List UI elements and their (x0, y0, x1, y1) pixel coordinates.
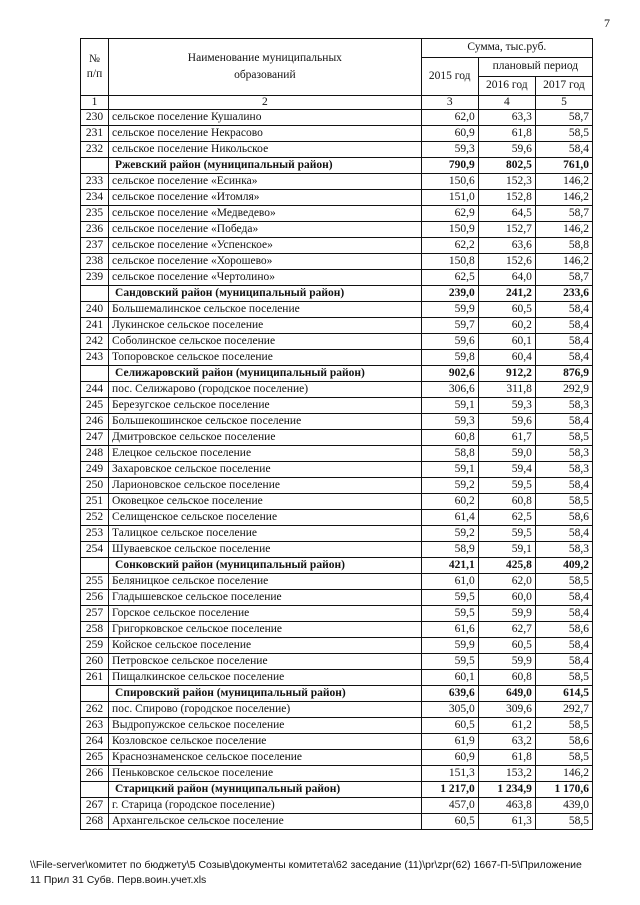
district-row (81, 558, 593, 574)
amount-2015: 59,2 (421, 526, 478, 542)
municipality-name: Большекошинское сельское поселение (109, 414, 422, 430)
row-number: 245 (81, 398, 109, 414)
amount-2015: 62,2 (421, 238, 478, 254)
table-row (81, 446, 593, 462)
table-row (81, 734, 593, 750)
amount-2016: 63,2 (478, 734, 535, 750)
amount-2016: 59,5 (478, 526, 535, 542)
header-sum: Сумма, тыс.руб. (421, 39, 592, 58)
municipality-name: Архангельское сельское поселение (109, 814, 422, 830)
column-index: 2 (109, 96, 422, 110)
amount-2015: 62,0 (421, 110, 478, 126)
amount-2017: 58,6 (535, 510, 592, 526)
table-row (81, 526, 593, 542)
table-row (81, 478, 593, 494)
table-row (81, 606, 593, 622)
amount-2016: 649,0 (478, 686, 535, 702)
amount-2015: 790,9 (421, 158, 478, 174)
column-index-row (81, 96, 593, 110)
amount-2015: 151,0 (421, 190, 478, 206)
amount-2017: 292,9 (535, 382, 592, 398)
amount-2015: 150,9 (421, 222, 478, 238)
municipality-name: Пеньковское сельское поселение (109, 766, 422, 782)
row-number: 256 (81, 590, 109, 606)
amount-2016: 61,8 (478, 750, 535, 766)
amount-2015: 60,5 (421, 718, 478, 734)
row-number: 230 (81, 110, 109, 126)
header-num: № п/п (81, 39, 109, 96)
amount-2016: 241,2 (478, 286, 535, 302)
amount-2017: 58,3 (535, 446, 592, 462)
row-number: 234 (81, 190, 109, 206)
amount-2015: 150,6 (421, 174, 478, 190)
amount-2015: 58,8 (421, 446, 478, 462)
table-row (81, 590, 593, 606)
table-row (81, 382, 593, 398)
amount-2016: 61,2 (478, 718, 535, 734)
amount-2016: 311,8 (478, 382, 535, 398)
amount-2015: 61,0 (421, 574, 478, 590)
table-row (81, 174, 593, 190)
amount-2015: 59,9 (421, 302, 478, 318)
row-number: 253 (81, 526, 109, 542)
amount-2015: 61,9 (421, 734, 478, 750)
table-row (81, 334, 593, 350)
row-number: 235 (81, 206, 109, 222)
amount-2017: 58,6 (535, 622, 592, 638)
amount-2017: 146,2 (535, 254, 592, 270)
amount-2015: 58,9 (421, 542, 478, 558)
table-row (81, 510, 593, 526)
amount-2016: 64,0 (478, 270, 535, 286)
amount-2016: 59,9 (478, 606, 535, 622)
amount-2015: 59,7 (421, 318, 478, 334)
amount-2017: 146,2 (535, 174, 592, 190)
row-number: 262 (81, 702, 109, 718)
municipality-name: сельское поселение «Победа» (109, 222, 422, 238)
amount-2015: 59,6 (421, 334, 478, 350)
municipality-name: сельское поселение «Медведево» (109, 206, 422, 222)
header-year-2015: 2015 год (421, 58, 478, 96)
row-number: 266 (81, 766, 109, 782)
table-row (81, 702, 593, 718)
row-number: 241 (81, 318, 109, 334)
amount-2015: 306,6 (421, 382, 478, 398)
municipality-name: Ларионовское сельское поселение (109, 478, 422, 494)
amount-2016: 59,1 (478, 542, 535, 558)
amount-2016: 59,5 (478, 478, 535, 494)
amount-2015: 61,6 (421, 622, 478, 638)
amount-2017: 58,3 (535, 542, 592, 558)
district-row (81, 782, 593, 798)
amount-2017: 58,5 (535, 718, 592, 734)
municipality-name: Горское сельское поселение (109, 606, 422, 622)
row-number: 242 (81, 334, 109, 350)
amount-2017: 58,4 (535, 606, 592, 622)
amount-2015: 61,4 (421, 510, 478, 526)
amount-2016: 60,4 (478, 350, 535, 366)
amount-2015: 60,5 (421, 814, 478, 830)
table-row (81, 462, 593, 478)
amount-2016: 60,8 (478, 494, 535, 510)
municipality-name: сельское поселение «Успенское» (109, 238, 422, 254)
municipality-name: сельское поселение «Итомля» (109, 190, 422, 206)
amount-2017: 146,2 (535, 766, 592, 782)
municipality-name: пос. Селижарово (городское поселение) (109, 382, 422, 398)
amount-2015: 62,9 (421, 206, 478, 222)
municipality-name: Григорковское сельское поселение (109, 622, 422, 638)
amount-2016: 802,5 (478, 158, 535, 174)
municipality-name: Пищалкинское сельское поселение (109, 670, 422, 686)
table-row (81, 222, 593, 238)
amount-2015: 59,5 (421, 654, 478, 670)
amount-2015: 639,6 (421, 686, 478, 702)
amount-2017: 58,7 (535, 270, 592, 286)
municipality-name: Селижаровский район (муниципальный район) (109, 366, 422, 382)
row-number: 254 (81, 542, 109, 558)
row-number: 252 (81, 510, 109, 526)
column-index: 5 (535, 96, 592, 110)
table-row (81, 254, 593, 270)
district-row (81, 366, 593, 382)
row-number: 249 (81, 462, 109, 478)
table-row (81, 622, 593, 638)
table-row (81, 318, 593, 334)
municipality-name: сельское поселение Некрасово (109, 126, 422, 142)
amount-2015: 59,2 (421, 478, 478, 494)
municipality-name: Выдропужское сельское поселение (109, 718, 422, 734)
amount-2017: 58,5 (535, 750, 592, 766)
amount-2015: 60,9 (421, 126, 478, 142)
municipality-name: сельское поселение Никольское (109, 142, 422, 158)
amount-2017: 58,6 (535, 734, 592, 750)
table-body (81, 110, 593, 830)
municipality-name: Елецкое сельское поселение (109, 446, 422, 462)
municipality-name: Старицкий район (муниципальный район) (109, 782, 422, 798)
row-number: 243 (81, 350, 109, 366)
header-year-2017: 2017 год (535, 77, 592, 96)
amount-2015: 59,1 (421, 462, 478, 478)
amount-2015: 59,5 (421, 606, 478, 622)
amount-2016: 60,5 (478, 638, 535, 654)
row-number: 247 (81, 430, 109, 446)
amount-2016: 59,3 (478, 398, 535, 414)
row-number: 259 (81, 638, 109, 654)
row-number: 250 (81, 478, 109, 494)
municipality-name: Петровское сельское поселение (109, 654, 422, 670)
amount-2016: 60,1 (478, 334, 535, 350)
row-number: 240 (81, 302, 109, 318)
amount-2016: 1 234,9 (478, 782, 535, 798)
amount-2015: 60,1 (421, 670, 478, 686)
amount-2016: 152,3 (478, 174, 535, 190)
amount-2016: 59,6 (478, 142, 535, 158)
amount-2017: 58,4 (535, 414, 592, 430)
row-number: 263 (81, 718, 109, 734)
amount-2017: 58,5 (535, 126, 592, 142)
municipality-name: Большемалинское сельское поселение (109, 302, 422, 318)
municipality-name: Козловское сельское поселение (109, 734, 422, 750)
amount-2016: 152,6 (478, 254, 535, 270)
amount-2015: 421,1 (421, 558, 478, 574)
amount-2015: 62,5 (421, 270, 478, 286)
municipality-name: Краснознаменское сельское поселение (109, 750, 422, 766)
row-number: 265 (81, 750, 109, 766)
row-number: 268 (81, 814, 109, 830)
row-number: 236 (81, 222, 109, 238)
municipality-name: Дмитровское сельское поселение (109, 430, 422, 446)
row-number (81, 782, 109, 798)
amount-2017: 761,0 (535, 158, 592, 174)
column-index: 1 (81, 96, 109, 110)
amount-2015: 150,8 (421, 254, 478, 270)
amount-2016: 59,0 (478, 446, 535, 462)
municipality-name: сельское поселение «Есинка» (109, 174, 422, 190)
municipality-name: Ржевский район (муниципальный район) (109, 158, 422, 174)
row-number: 232 (81, 142, 109, 158)
amount-2016: 425,8 (478, 558, 535, 574)
amount-2017: 58,3 (535, 462, 592, 478)
table-row (81, 574, 593, 590)
amount-2017: 58,4 (535, 590, 592, 606)
amount-2017: 58,4 (535, 478, 592, 494)
table-row (81, 494, 593, 510)
amount-2015: 457,0 (421, 798, 478, 814)
row-number: 244 (81, 382, 109, 398)
row-number (81, 158, 109, 174)
amount-2017: 58,4 (535, 638, 592, 654)
amount-2017: 58,4 (535, 302, 592, 318)
table-row (81, 414, 593, 430)
amount-2015: 902,6 (421, 366, 478, 382)
amount-2017: 292,7 (535, 702, 592, 718)
table-row (81, 350, 593, 366)
municipality-name: Талицкое сельское поселение (109, 526, 422, 542)
row-number: 237 (81, 238, 109, 254)
table-row (81, 126, 593, 142)
table-row (81, 670, 593, 686)
amount-2016: 62,5 (478, 510, 535, 526)
amount-2017: 58,5 (535, 670, 592, 686)
municipality-name: Беляницкое сельское поселение (109, 574, 422, 590)
amount-2015: 239,0 (421, 286, 478, 302)
column-index: 3 (421, 96, 478, 110)
amount-2016: 152,7 (478, 222, 535, 238)
municipality-name: Сандовский район (муниципальный район) (109, 286, 422, 302)
amount-2017: 614,5 (535, 686, 592, 702)
table-row (81, 814, 593, 830)
amount-2017: 58,4 (535, 350, 592, 366)
table-row (81, 798, 593, 814)
amount-2016: 62,0 (478, 574, 535, 590)
amount-2016: 152,8 (478, 190, 535, 206)
row-number: 239 (81, 270, 109, 286)
row-number: 267 (81, 798, 109, 814)
amount-2017: 58,5 (535, 574, 592, 590)
amount-2015: 60,9 (421, 750, 478, 766)
amount-2016: 153,2 (478, 766, 535, 782)
table-row (81, 654, 593, 670)
municipality-name: Топоровское сельское поселение (109, 350, 422, 366)
row-number (81, 558, 109, 574)
municipality-name: сельское поселение «Хорошево» (109, 254, 422, 270)
table-row (81, 302, 593, 318)
table-row (81, 766, 593, 782)
amount-2017: 58,4 (535, 318, 592, 334)
municipality-name: сельское поселение «Чертолино» (109, 270, 422, 286)
amount-2016: 463,8 (478, 798, 535, 814)
row-number: 261 (81, 670, 109, 686)
district-row (81, 686, 593, 702)
row-number (81, 686, 109, 702)
row-number: 248 (81, 446, 109, 462)
amount-2017: 233,6 (535, 286, 592, 302)
amount-2017: 409,2 (535, 558, 592, 574)
amount-2015: 59,9 (421, 638, 478, 654)
table-row (81, 718, 593, 734)
row-number: 251 (81, 494, 109, 510)
amount-2017: 58,4 (535, 142, 592, 158)
table-row (81, 398, 593, 414)
table-row (81, 542, 593, 558)
table-row (81, 238, 593, 254)
row-number: 238 (81, 254, 109, 270)
amount-2016: 59,4 (478, 462, 535, 478)
amount-2017: 58,5 (535, 814, 592, 830)
amount-2017: 58,4 (535, 654, 592, 670)
amount-2015: 59,3 (421, 414, 478, 430)
amount-2016: 60,5 (478, 302, 535, 318)
amount-2017: 439,0 (535, 798, 592, 814)
row-number: 264 (81, 734, 109, 750)
table-row (81, 750, 593, 766)
amount-2016: 309,6 (478, 702, 535, 718)
amount-2016: 63,3 (478, 110, 535, 126)
amount-2016: 61,7 (478, 430, 535, 446)
amount-2015: 59,3 (421, 142, 478, 158)
amount-2015: 60,8 (421, 430, 478, 446)
amount-2016: 63,6 (478, 238, 535, 254)
amount-2017: 58,3 (535, 398, 592, 414)
row-number: 258 (81, 622, 109, 638)
amount-2016: 59,9 (478, 654, 535, 670)
municipality-name: Спировский район (муниципальный район) (109, 686, 422, 702)
municipality-name: Захаровское сельское поселение (109, 462, 422, 478)
row-number: 260 (81, 654, 109, 670)
amount-2016: 60,2 (478, 318, 535, 334)
amount-2017: 1 170,6 (535, 782, 592, 798)
table-row (81, 190, 593, 206)
amount-2017: 146,2 (535, 222, 592, 238)
amount-2016: 61,8 (478, 126, 535, 142)
amount-2015: 1 217,0 (421, 782, 478, 798)
table-row (81, 638, 593, 654)
district-row (81, 158, 593, 174)
amount-2016: 64,5 (478, 206, 535, 222)
row-number: 257 (81, 606, 109, 622)
table-row (81, 142, 593, 158)
header-name: Наименование муниципальных образований (109, 39, 422, 96)
amount-2017: 58,5 (535, 430, 592, 446)
column-index: 4 (478, 96, 535, 110)
row-number: 233 (81, 174, 109, 190)
municipality-name: г. Старица (городское поселение) (109, 798, 422, 814)
municipality-name: Березугское сельское поселение (109, 398, 422, 414)
municipality-name: Гладышевское сельское поселение (109, 590, 422, 606)
municipality-name: Соболинское сельское поселение (109, 334, 422, 350)
subvention-table (80, 38, 593, 830)
amount-2016: 60,8 (478, 670, 535, 686)
amount-2017: 876,9 (535, 366, 592, 382)
municipality-name: Лукинское сельское поселение (109, 318, 422, 334)
amount-2016: 61,3 (478, 814, 535, 830)
amount-2017: 58,7 (535, 110, 592, 126)
amount-2015: 305,0 (421, 702, 478, 718)
amount-2015: 59,8 (421, 350, 478, 366)
amount-2017: 146,2 (535, 190, 592, 206)
municipality-name: пос. Спирово (городское поселение) (109, 702, 422, 718)
header-planned-period: плановый период (478, 58, 592, 77)
amount-2016: 59,6 (478, 414, 535, 430)
municipality-name: сельское поселение Кушалино (109, 110, 422, 126)
amount-2016: 60,0 (478, 590, 535, 606)
amount-2016: 62,7 (478, 622, 535, 638)
amount-2015: 151,3 (421, 766, 478, 782)
row-number (81, 366, 109, 382)
amount-2017: 58,7 (535, 206, 592, 222)
row-number: 231 (81, 126, 109, 142)
row-number: 246 (81, 414, 109, 430)
district-row (81, 286, 593, 302)
amount-2017: 58,5 (535, 494, 592, 510)
municipality-name: Сонковский район (муниципальный район) (109, 558, 422, 574)
header-year-2016: 2016 год (478, 77, 535, 96)
municipality-name: Шуваевское сельское поселение (109, 542, 422, 558)
amount-2016: 912,2 (478, 366, 535, 382)
table-row (81, 270, 593, 286)
row-number: 255 (81, 574, 109, 590)
municipality-name: Оковецкое сельское поселение (109, 494, 422, 510)
municipality-name: Селищенское сельское поселение (109, 510, 422, 526)
amount-2015: 60,2 (421, 494, 478, 510)
table-row (81, 206, 593, 222)
row-number (81, 286, 109, 302)
municipality-name: Койское сельское поселение (109, 638, 422, 654)
amount-2017: 58,8 (535, 238, 592, 254)
amount-2017: 58,4 (535, 526, 592, 542)
page-number: 7 (604, 16, 610, 30)
table-row (81, 430, 593, 446)
amount-2017: 58,4 (535, 334, 592, 350)
table-row (81, 110, 593, 126)
amount-2015: 59,5 (421, 590, 478, 606)
amount-2015: 59,1 (421, 398, 478, 414)
file-path-footer: \\File-server\комитет по бюджету\5 Созыв\документы комитета\62 заседание (11)\pr\zpr(62) 1667-П-5\Приложение 11 Прил 31 Субв. Перв.воин.учет.xls (30, 859, 582, 886)
